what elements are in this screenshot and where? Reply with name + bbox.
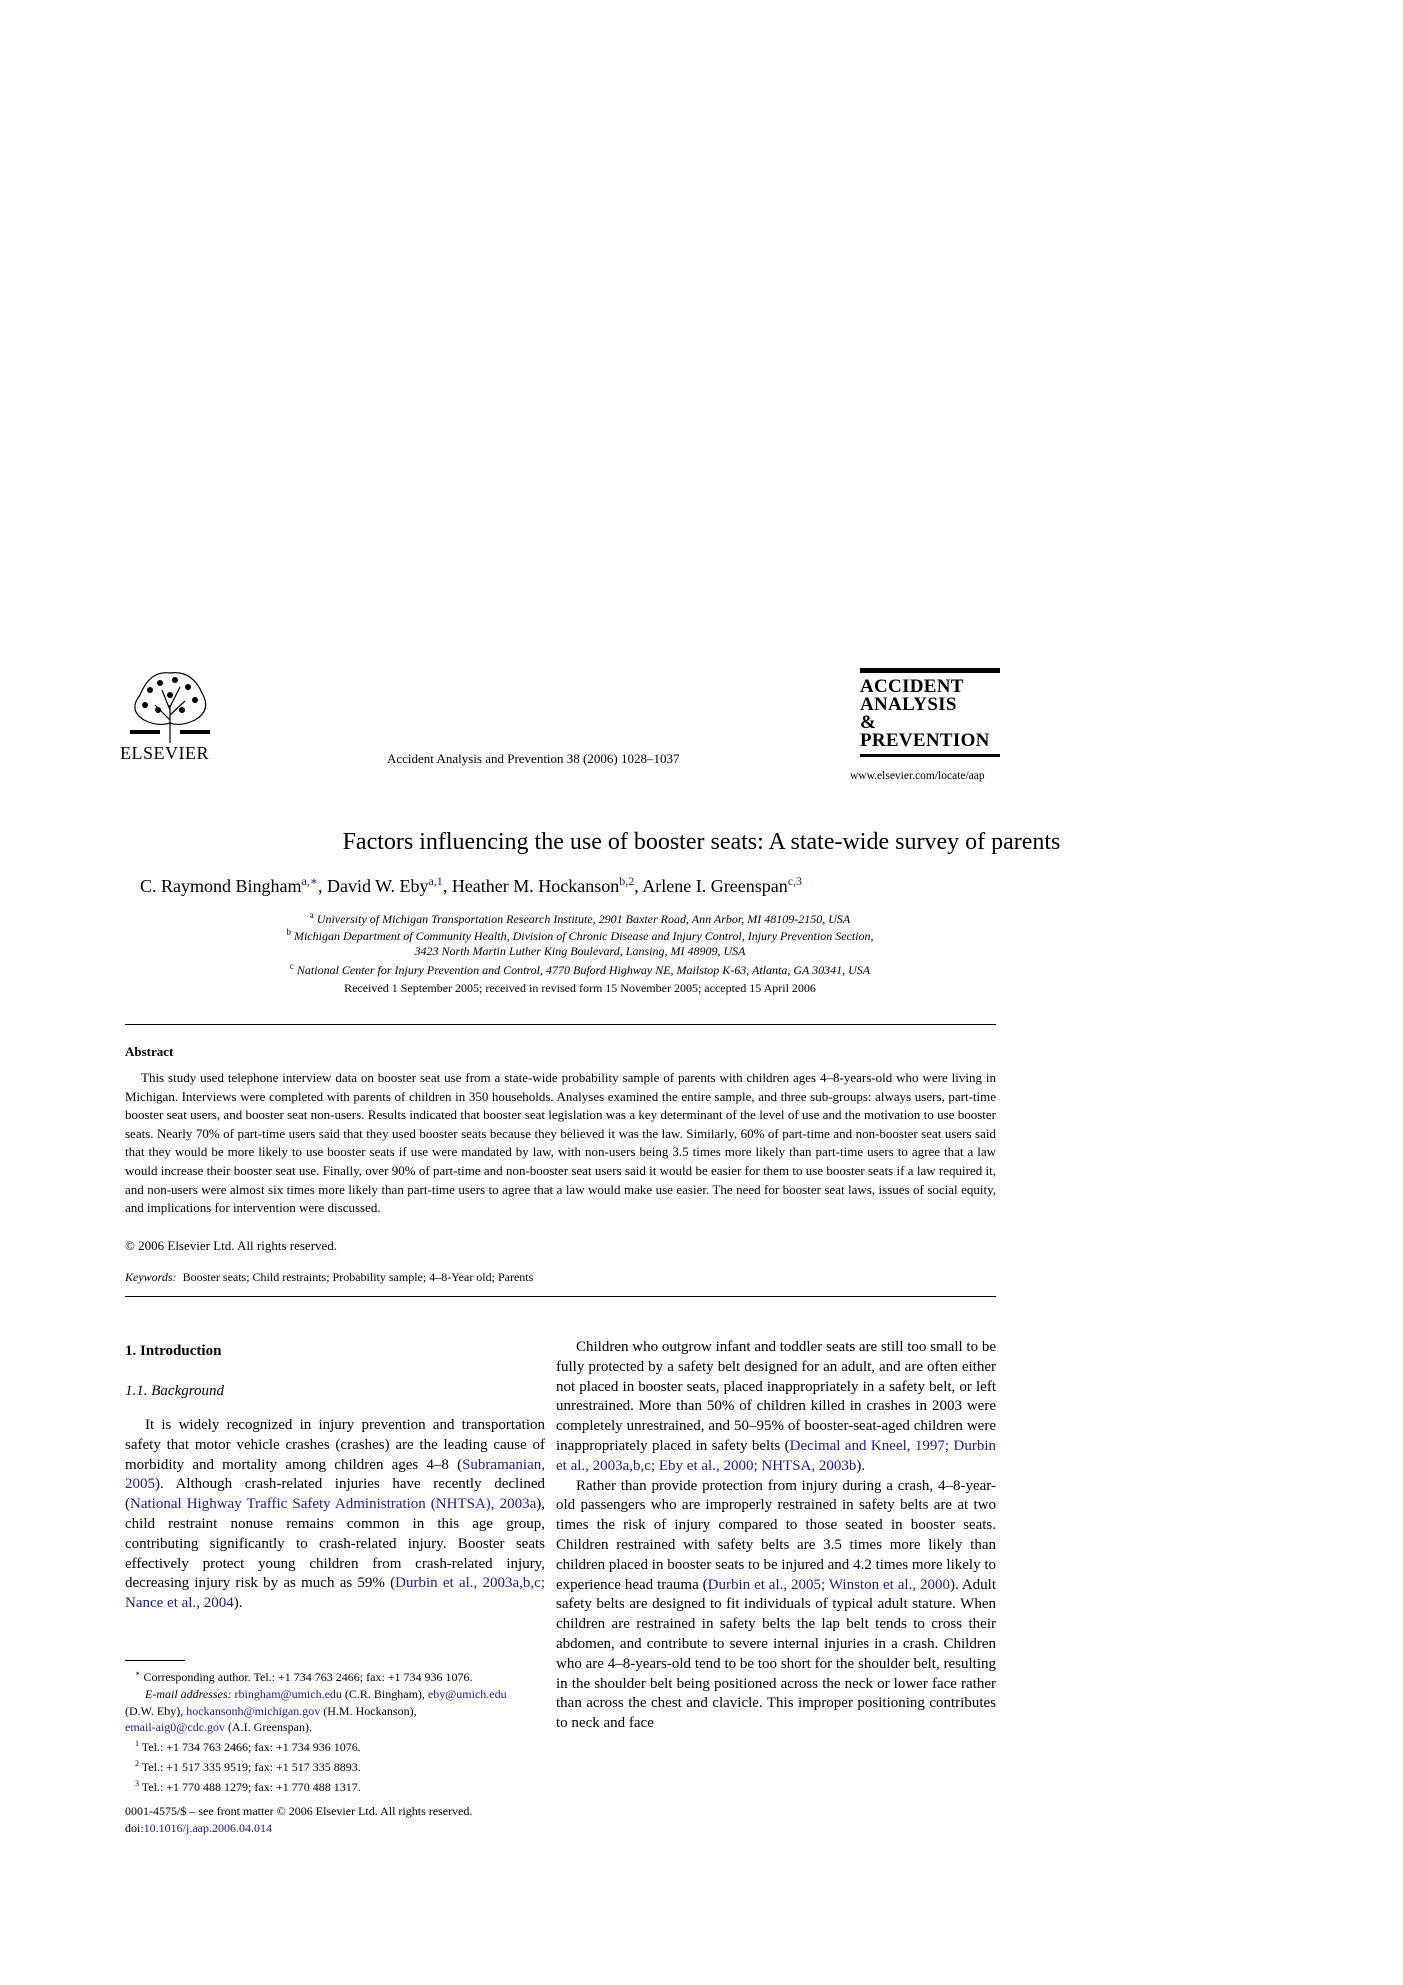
journal-url[interactable]: www.elsevier.com/locate/aap [850, 770, 985, 782]
affiliation: 3423 North Martin Luther King Boulevard, Lansing, MI 48909, USA [414, 944, 746, 958]
email-link[interactable]: eby@umich.edu [427, 1686, 507, 1701]
paper-title: Factors influencing the use of booster seats: A state-wide survey of parents [342, 829, 1061, 855]
footnote: $^3$ Tel.: +1 770 488 1279; fax: +1 770 488 1317. [135, 1778, 361, 1794]
author-name: C. Raymond Bingham [140, 876, 302, 896]
logo-line-4: PREVENTION [860, 730, 990, 751]
footnote-emails: E-mail addresses: rbingham@umich.edu (C.R. Bingham), eby@umich.edu [145, 1686, 507, 1701]
doi-link[interactable]: 10.1016/j.aap.2006.04.014 [143, 1821, 272, 1835]
subsection-heading: 1.1. Background [125, 1383, 225, 1399]
abstract-copyright: © 2006 Elsevier Ltd. All rights reserved. [125, 1238, 338, 1253]
logo-line-3: & [860, 712, 877, 733]
email-link[interactable]: hockansonh@michigan.gov [186, 1703, 321, 1718]
author-name: Heather M. Hockanson [451, 876, 620, 896]
citation-link[interactable]: Durbin et al., 2005; Winston et al., 2000 [707, 1576, 950, 1593]
paragraph: Children who outgrow infant and toddler seats are still too small to be fully protected by a safety belt designed for an adult, and are often either not placed in booster seats, placed inappropriately in a safety belt, or left unrestrained. More than 50% of children killed in crashes in 2003 were completely unrestrained, and 50–95% of booster-seat-aged children were inappropriately placed in safety belts (Decimal and Kneel, 1997; Durbin et al., 2003a,b,c; Eby et al., 2000; NHTSA, 2003b). [556, 1339, 996, 1474]
journal-logo [860, 668, 1000, 757]
citation-link[interactable]: Subramanian, 2005 [125, 1456, 545, 1493]
author-sup[interactable]: b,2 [619, 874, 635, 888]
citation-link[interactable]: National Highway Traffic Safety Administration (NHTSA), 2003a [130, 1496, 537, 1513]
logo-rule-top [860, 668, 1000, 673]
divider [125, 1024, 996, 1025]
affiliation: $^c$ National Center for Injury Prevention and Control, 4770 Buford Highway NE, Mailstop K-63, Atlanta, GA 30341, USA [289, 961, 871, 977]
author-sup[interactable]: a,∗ [301, 874, 318, 888]
author-name: David W. Eby [326, 876, 429, 896]
received-dates: Received 1 September 2005; received in revised form 15 November 2005; accepted 15 April 2006 [344, 981, 816, 995]
citation-link[interactable]: Durbin et al., 2003a,b,c; Nance et al., 2004 [125, 1575, 545, 1612]
footnote-emails: email-aig0@cdc.gov (A.I. Greenspan). [125, 1720, 312, 1735]
front-matter [125, 1803, 472, 1837]
email-link[interactable]: email-aig0@cdc.gov [125, 1720, 226, 1735]
footnote: $^1$ Tel.: +1 734 763 2466; fax: +1 734 936 1076. [135, 1739, 361, 1755]
right-column [556, 1338, 996, 1734]
abstract-text: This study used telephone interview data on booster seat use from a state-wide probability sample of parents with children ages 4–8-years-old who were living in Michigan. Interviews were completed with parents of children in 350 households. Analyses examined the entire sample, and three sub-groups: always users, part-time booster seat users, and booster seat non-users. Results indicated that booster seat legislation was a key determinant of the level of use and the motivation to use booster seats. Nearly 70% of part-time users said that they used booster seats because they believed it was the law. Similarly, 60% of part-time and non-booster seat users said that they would be more likely to use booster seats if use were mandated by law, with non-users being 3.5 times more likely than part-time users to agree that a law would increase their booster seat use. Finally, over 90% of part-time and non-booster seat users said it would be easier for them to use booster seats if a law required it, and non-users were almost six times more likely than part-time users to agree that a law would make use easier. The need for booster seat laws, issues of social equity, and implications for intervention were discussed. [125, 1070, 996, 1216]
divider [125, 1296, 996, 1297]
logo-line-1: ACCIDENT [860, 676, 964, 697]
email-link[interactable]: rbingham@umich.edu [234, 1686, 342, 1701]
footnote: ∗ Corresponding author. Tel.: +1 734 763 2466; fax: +1 734 936 1076. [135, 1669, 473, 1684]
footnote-emails: (D.W. Eby), hockansonh@michigan.gov (H.M. Hockanson), [125, 1703, 417, 1718]
affiliation: $^b$ Michigan Department of Community Health, Division of Chronic Disease and Injury Control, Injury Prevention Section, [286, 927, 874, 943]
citation-link[interactable]: Decimal and Kneel, 1997; Durbin et al., 2003a,b,c; Eby et al., 2000; NHTSA, 2003b [556, 1437, 996, 1474]
logo-rule-bottom [860, 754, 1000, 757]
section-heading: 1. Introduction [125, 1343, 222, 1359]
publisher-name: ELSEVIER [120, 743, 209, 763]
logo-line-2: ANALYSIS [860, 694, 957, 715]
doi-line: doi:10.1016/j.aap.2006.04.014 [125, 1821, 272, 1835]
left-column [125, 1416, 545, 1614]
footnotes [125, 1666, 555, 1796]
affiliation: $^a$ University of Michigan Transportation Research Institute, 2901 Baxter Road, Ann Arbor, MI 48109-2150, USA [309, 910, 851, 926]
paragraph: It is widely recognized in injury prevention and transportation safety that motor vehicle crashes (crashes) are the leading cause of morbidity and mortality among children ages 4–8 (Subramanian, 2005). Although crash-related injuries have recently declined (National Highway Traffic Safety Administration (NHTSA), 2003a), child restraint nonuse remains common in this age group, contributing significantly to crash-related injury. Booster seats effectively protect young children from crash-related injury, decreasing injury risk by as much as 59% (Durbin et al., 2003a,b,c; Nance et al., 2004). [125, 1417, 545, 1612]
footnote-rule [125, 1660, 185, 1661]
author-sup[interactable]: a,1 [428, 874, 443, 888]
keywords-text: Booster seats; Child restraints; Probability sample; 4–8-Year old; Parents [182, 1270, 534, 1284]
footnote: $^2$ Tel.: +1 517 335 9519; fax: +1 517 335 8893. [135, 1758, 361, 1774]
keywords [125, 1270, 533, 1285]
front-matter-line: 0001-4575/$ – see front matter © 2006 Elsevier Ltd. All rights reserved. [125, 1804, 473, 1818]
journal-reference: Accident Analysis and Prevention 38 (2006) 1028–1037 [387, 751, 680, 766]
keywords-label: Keywords: [125, 1270, 177, 1284]
author-sup[interactable]: c,3 [787, 874, 803, 888]
paragraph: Rather than provide protection from injury during a crash, 4–8-year-old passengers who are improperly restrained in safety belts are at two times the risk of injury compared to those seated in booster seats. Children restrained with safety belts are 3.5 times more likely than children placed in booster seats to be injured and 4.2 times more likely to experience head trauma (Durbin et al., 2005; Winston et al., 2000). Adult safety belts are designed to fit individuals of typical adult stature. When children are restrained in safety belts the lap belt tends to cross their abdomen, and contribute to severe internal injuries in a crash. Children who are 4–8-years-old tend to be too short for the shoulder belt, resulting in the shoulder belt being positioned across the neck or lower face rather than across the chest and clavicle. This improper positioning contributes to neck and face [556, 1477, 996, 1732]
author-name: Arlene I. Greenspan [642, 876, 788, 896]
author-list: C. Raymond Bingham$^{a,∗}$, David W. Eby$^{a,1}$, Heather M. Hockanson$^{b,2}$, Arlene I. Greenspan$^{c,3}$ [140, 874, 803, 896]
abstract-heading: Abstract [125, 1044, 174, 1059]
